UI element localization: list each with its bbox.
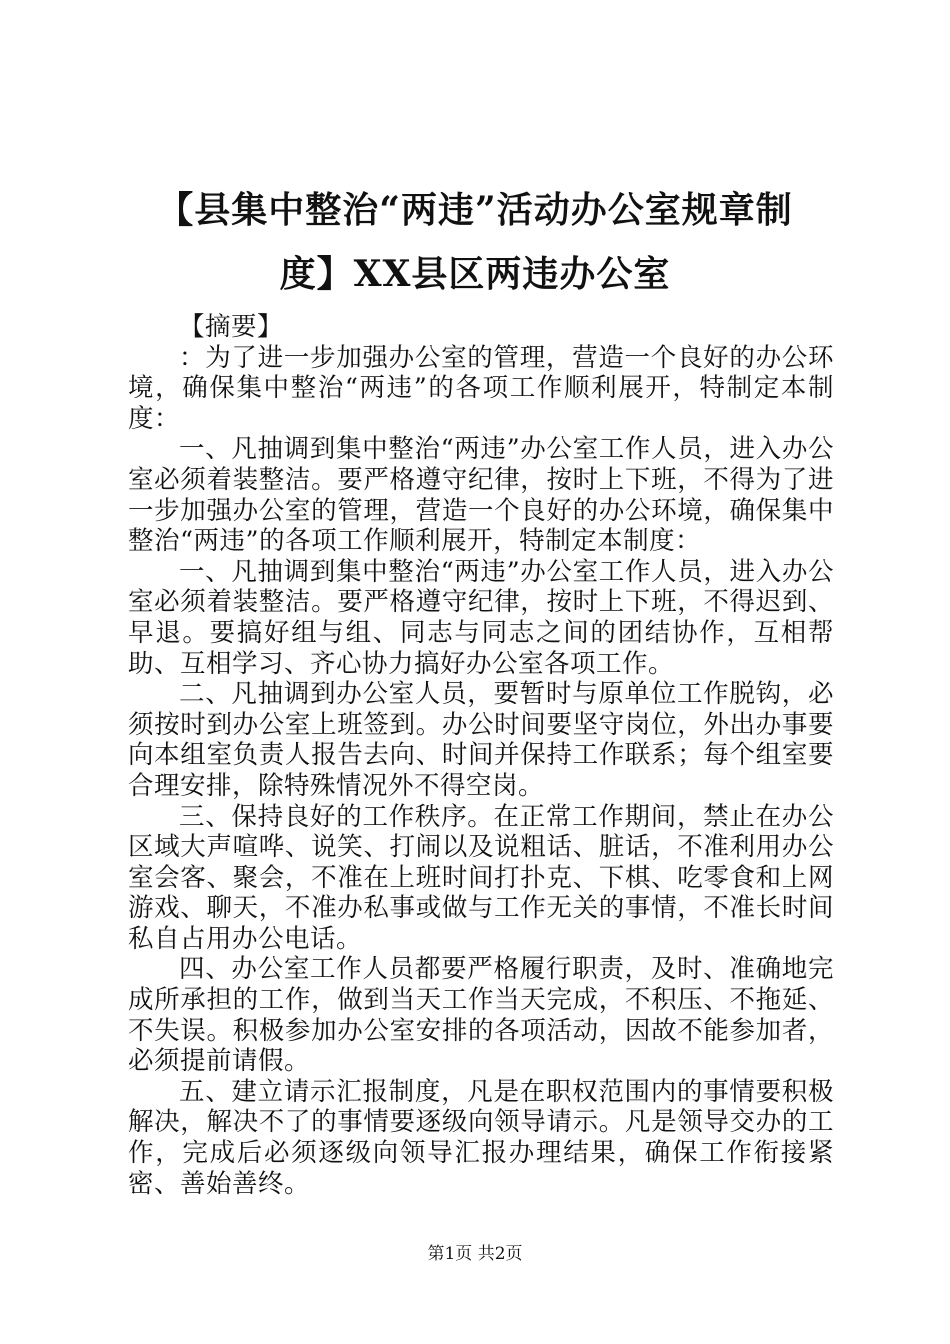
paragraph-2: 二、凡抽调到办公室人员，要暂时与原单位工作脱钩，必须按时到办公室上班签到。办公时间要坚守岗位，外出办事要向本组室负责人报告去向、时间并保持工作联系；每个组室要合理安排，除特殊情况外不得空岗。 — [128, 679, 834, 801]
document-body — [128, 312, 834, 1199]
paragraph-intro: ：为了进一步加强办公室的管理，营造一个良好的办公环境，确保集中整治“两违”的各项工作顺利展开，特制定本制度： — [128, 342, 834, 434]
title-line-1: 【县集中整治“两违”活动办公室规章制 — [157, 189, 793, 231]
paragraph-1b: 一、凡抽调到集中整治“两违”办公室工作人员，进入办公室必须着装整洁。要严格遵守纪律，按时上下班，不得迟到、早退。要搞好组与组、同志与同志之间的团结协作，互相帮助、互相学习、齐心协力搞好办公室各项工作。 — [128, 556, 834, 679]
paragraph-4: 四、办公室工作人员都要严格履行职责，及时、准确地完成所承担的工作，做到当天工作当天完成，不积压、不拖延、不失误。积极参加办公室安排的各项活动，因故不能参加者，必须提前请假。 — [128, 954, 834, 1077]
paragraph-3: 三、保持良好的工作秩序。在正常工作期间，禁止在办公区域大声喧哗、说笑、打闹以及说粗话、脏话，不准利用办公室会客、聚会，不准在上班时间打扑克、下棋、吃零食和上网游戏、聊天，不准办私事或做与工作无关的事情，不准长时间私自占用办公电话。 — [128, 801, 834, 954]
abstract-label: 【摘要】 — [179, 312, 284, 342]
document-title — [120, 178, 830, 306]
page-footer: 第1页 共2页 — [427, 1244, 523, 1264]
title-line-2: 度】XX县区两违办公室 — [279, 253, 671, 295]
paragraph-5: 五、建立请示汇报制度，凡是在职权范围内的事情要积极解决，解决不了的事情要逐级向领导请示。凡是领导交办的工作，完成后必须逐级向领导汇报办理结果，确保工作衔接紧密、善始善终。 — [128, 1076, 834, 1199]
paragraph-1a: 一、凡抽调到集中整治“两违”办公室工作人员，进入办公室必须着装整洁。要严格遵守纪律，按时上下班，不得为了进一步加强办公室的管理，营造一个良好的办公环境，确保集中整治“两违”的各项工作顺利展开，特制定本制度： — [128, 434, 834, 557]
